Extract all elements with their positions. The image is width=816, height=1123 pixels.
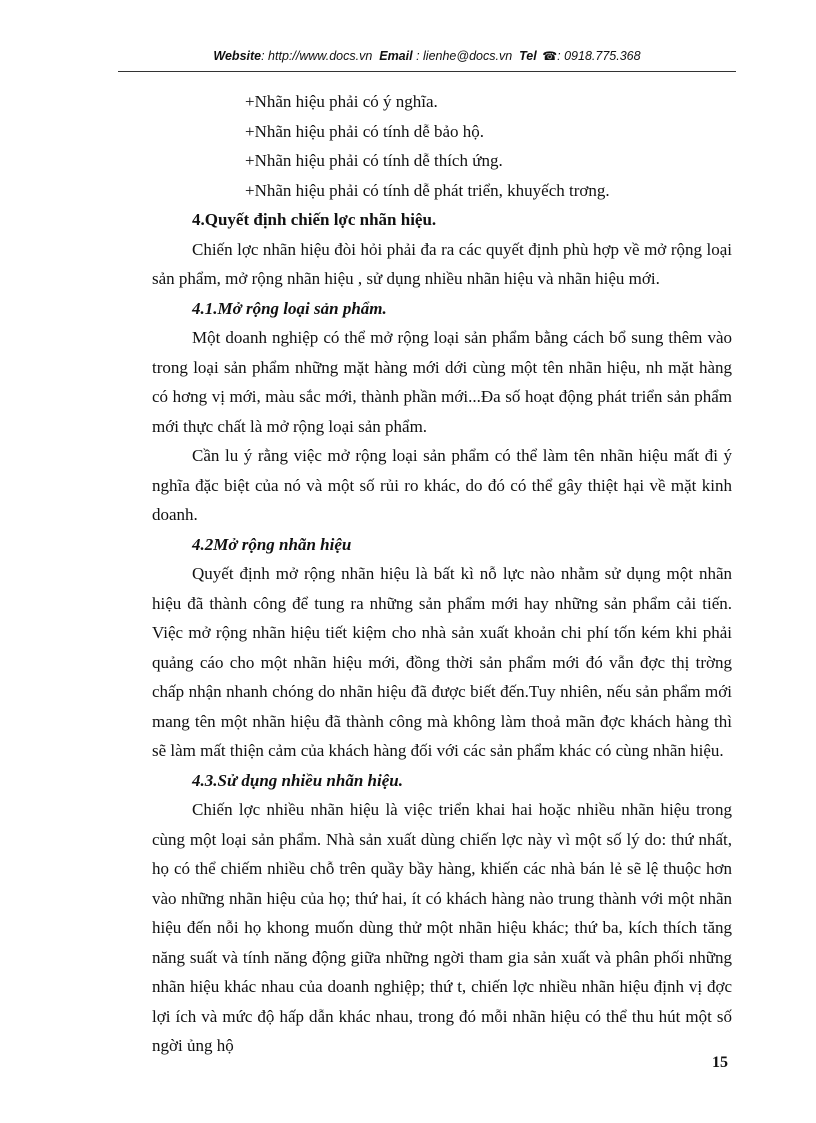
bullet-item: +Nhãn hiệu phải có ý nghĩa.: [245, 92, 438, 111]
paragraph: Một doanh nghiệp có thể mở rộng loại sản phẩm bằng cách bổ sung thêm vào trong loại sản phẩm những mặt hàng mới dới cùng một tên nhãn hiệu, nh mặt hàng có hơng vị mới, màu sắc mới, thành phần mới...Đa số hoạt động phát triển sản phẩm mới thực chất là mở rộng loại sản phẩm.: [152, 328, 732, 436]
section-heading-4-3: 4.3.Sử dụng nhiều nhãn hiệu.: [192, 770, 403, 790]
email-value: : lienhe@docs.vn: [416, 49, 513, 63]
website-value: : http://www.docs.vn: [261, 49, 373, 63]
bullet-item: +Nhãn hiệu phải có tính dễ phát triển, khuyếch trơng.: [245, 180, 610, 200]
tel-value: : 0918.775.368: [557, 49, 641, 63]
section-heading-4-1: 4.1.Mở rộng loại sản phẩm.: [192, 298, 387, 318]
bullet-item: +Nhãn hiệu phải có tính dễ thích ứng.: [245, 151, 503, 170]
document-body: [152, 87, 732, 1061]
section-heading-4: 4.Quyết định chiến lợc nhãn hiệu.: [192, 210, 437, 229]
paragraph: Chiến lợc nhiều nhãn hiệu là việc triển khai hai hoặc nhiều nhãn hiệu trong cùng một loại sản phẩm. Nhà sản xuất dùng chiến lợc này vì một số lý do: thứ nhất, họ có thể chiếm nhiều chỗ trên quầy bầy hàng, khiến các nhà bán lẻ sẽ lệ thuộc hơn vào những nhãn hiệu của họ; thứ hai, ít có khách hàng nào trung thành với một nhãn hiệu đến nỗi họ khong muốn dùng thử một nhãn hiệu khác; thứ ba, kích thích tăng năng suất và tính năng động giữa những ngời tham gia sản xuất và phân phối những nhãn hiệu khác nhau của doanh nghiệp; thứ t, chiến lợc nhiều nhãn hiệu định vị đợc lợi ích và mức độ hấp dẫn khác nhau, trong đó mỗi nhãn hiệu có thể thu hút một số ngời ủng hộ: [152, 800, 732, 1055]
email-label: Email: [379, 49, 413, 63]
phone-icon: ☎: [542, 49, 558, 63]
paragraph: Quyết định mở rộng nhãn hiệu là bất kì nỗ lực nào nhằm sử dụng một nhãn hiệu đã thành công để tung ra những sản phẩm mới hay những sản phẩm cải tiến. Việc mở rộng nhãn hiệu tiết kiệm cho nhà sản xuất khoản chi phí tốn kém khi phải quảng cáo cho một nhãn hiệu mới, đồng thời sản phẩm mới đó vẫn đợc thị trờng chấp nhận nhanh chóng do nhãn hiệu đã được biết đến.Tuy nhiên, nếu sản phẩm mới mang tên một nhãn hiệu đã thành công mà không làm thoả mãn đợc khách hàng thì sẽ làm mất thiện cảm của khách hàng đối với các sản phẩm khác có cùng nhãn hiệu.: [152, 564, 732, 760]
page-header: [118, 49, 736, 63]
tel-label: Tel: [519, 49, 537, 63]
page-number: 15: [712, 1054, 728, 1071]
section-heading-4-2: 4.2Mở rộng nhãn hiệu: [192, 534, 352, 554]
header-rule: [118, 71, 736, 72]
paragraph: Chiến lợc nhãn hiệu đòi hỏi phải đa ra các quyết định phù hợp về mở rộng loại sản phẩm, mở rộng nhãn hiệu , sử dụng nhiều nhãn hiệu và nhãn hiệu mới.: [152, 239, 732, 288]
bullet-item: +Nhãn hiệu phải có tính dễ bảo hộ.: [245, 121, 485, 141]
paragraph: Cần lu ý rằng việc mở rộng loại sản phẩm có thể làm tên nhãn hiệu mất đi ý nghĩa đặc biệt của nó và một số rủi ro khác, do đó có thể gây thiệt hại về mặt kinh doanh.: [152, 446, 732, 524]
website-label: Website: [213, 49, 262, 63]
